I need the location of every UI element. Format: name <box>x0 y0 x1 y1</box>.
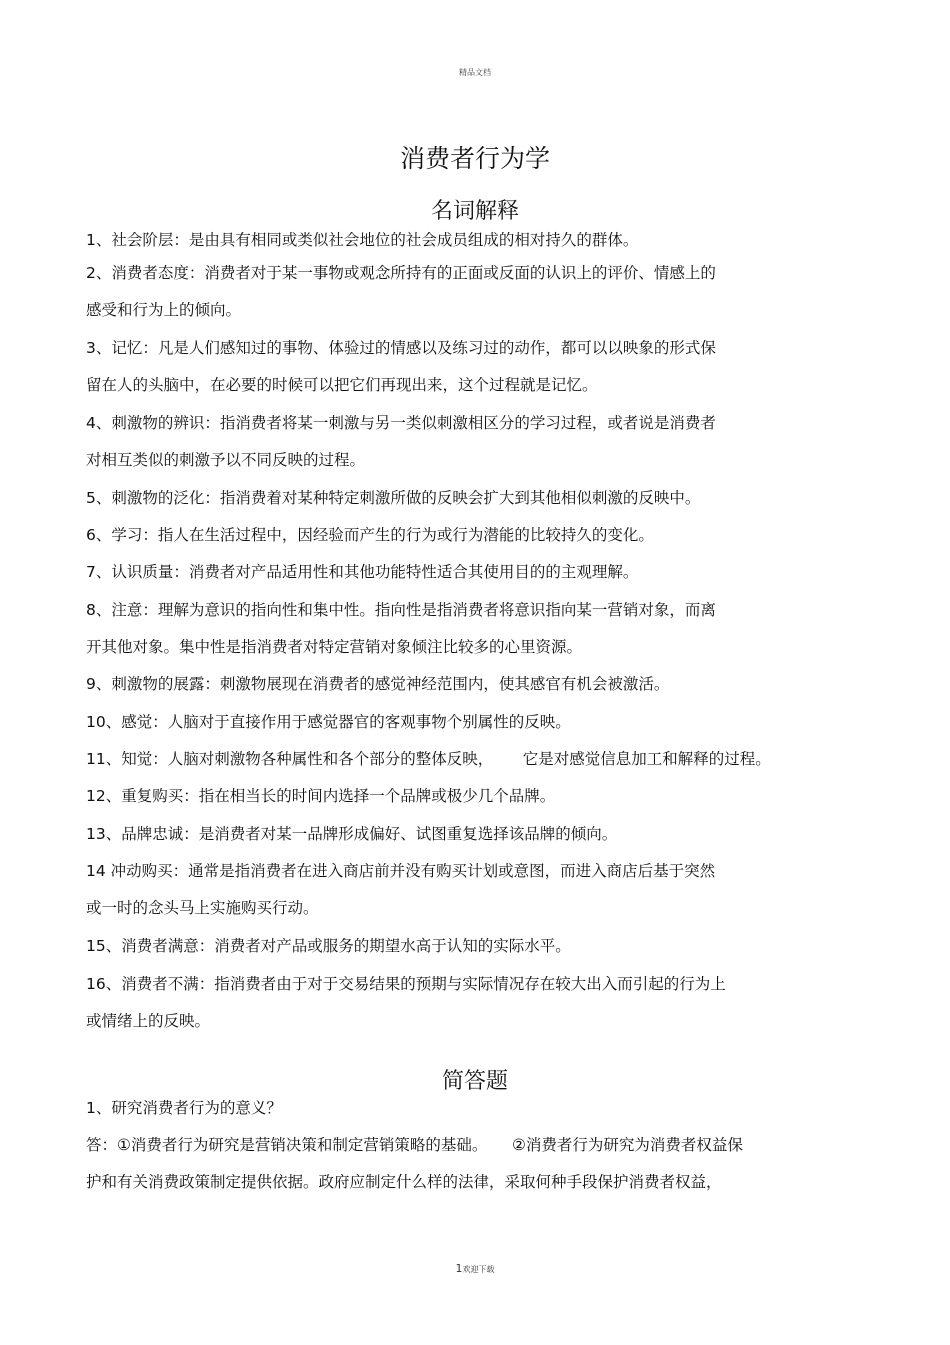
page-footer <box>0 1262 950 1275</box>
term-item: 1、社会阶层：是由具有相同或类似社会地位的社会成员组成的相对持久的群体。 <box>86 231 639 249</box>
term-item: 8、注意：理解为意识的指向性和集中性。指向性是指消费者将意识指向某一营销对象，而离 开其他对象。集中性是指消费者对特定营销对象倾注比较多的心里资源。 <box>86 601 716 656</box>
document-title: 消费者行为学 <box>399 143 550 173</box>
term-item: 10、感觉：人脑对于直接作用于感觉器官的客观事物个别属性的反映。 <box>86 713 571 731</box>
term-item: 16、消费者不满：指消费者由于对于交易结果的预期与实际情况存在较大出入而引起的行为上 或情绪上的反映。 <box>86 975 726 1030</box>
term-item: 12、重复购买：指在相当长的时间内选择一个品牌或极少几个品牌。 <box>86 787 556 805</box>
term-item: 3、记忆：凡是人们感知过的事物、体验过的情感以及练习过的动作，都可以以映象的形式保 留在人的头脑中，在必要的时候可以把它们再现出来，这个过程就是记忆。 <box>86 339 716 394</box>
term-item: 2、消费者态度：消费者对于某一事物或观念所持有的正面或反面的认识上的评价、情感上的 感受和行为上的倾向。 <box>86 264 716 319</box>
term-item: 9、刺激物的展露：刺激物展现在消费者的感觉神经范围内，使其感官有机会被激活。 <box>86 675 670 693</box>
question-item: 1、研究消费者行为的意义？ <box>86 1099 282 1117</box>
answer-text: 答：①消费者行为研究是营销决策和制定营销策略的基础。 ②消费者行为研究为消费者权益保 护和有关消费政策制定提供依据。政府应制定什么样的法律，采取何种手段保护消费者权益， <box>86 1136 743 1191</box>
header-watermark: 精品文档 <box>459 68 491 77</box>
term-item: 15、消费者满意：消费者对产品或服务的期望水高于认知的实际水平。 <box>86 937 571 955</box>
section-heading-terms: 名词解释 <box>430 199 519 225</box>
term-item: 14 冲动购买：通常是指消费者在进入商店前并没有购买计划或意图，而进入商店后基于突然 或一时的念头马上实施购买行动。 <box>86 862 716 917</box>
page-number: 1 <box>455 1262 463 1275</box>
term-item: 7、认识质量：消费者对产品适用性和其他功能特性适合其使用目的的主观理解。 <box>86 563 639 581</box>
term-item: 13、品牌忠诚：是消费者对某一品牌形成偏好、试图重复选择该品牌的倾向。 <box>86 825 618 843</box>
footer-text: 欢迎下载 <box>462 1265 495 1274</box>
term-item: 11、知觉：人脑对刺激物各种属性和各个部分的整体反映， 它是对感觉信息加工和解释的过程。 <box>86 750 771 768</box>
section-heading-short-answer: 简答题 <box>441 1069 508 1095</box>
term-item: 5、刺激物的泛化：指消费着对某种特定刺激所做的反映会扩大到其他相似刺激的反映中。 <box>86 489 701 507</box>
term-item: 4、刺激物的辨识：指消费者将某一刺激与另一类似刺激相区分的学习过程，或者说是消费者 对相互类似的刺激予以不同反映的过程。 <box>86 414 716 469</box>
term-item: 6、学习：指人在生活过程中，因经验而产生的行为或行为潜能的比较持久的变化。 <box>86 526 654 544</box>
